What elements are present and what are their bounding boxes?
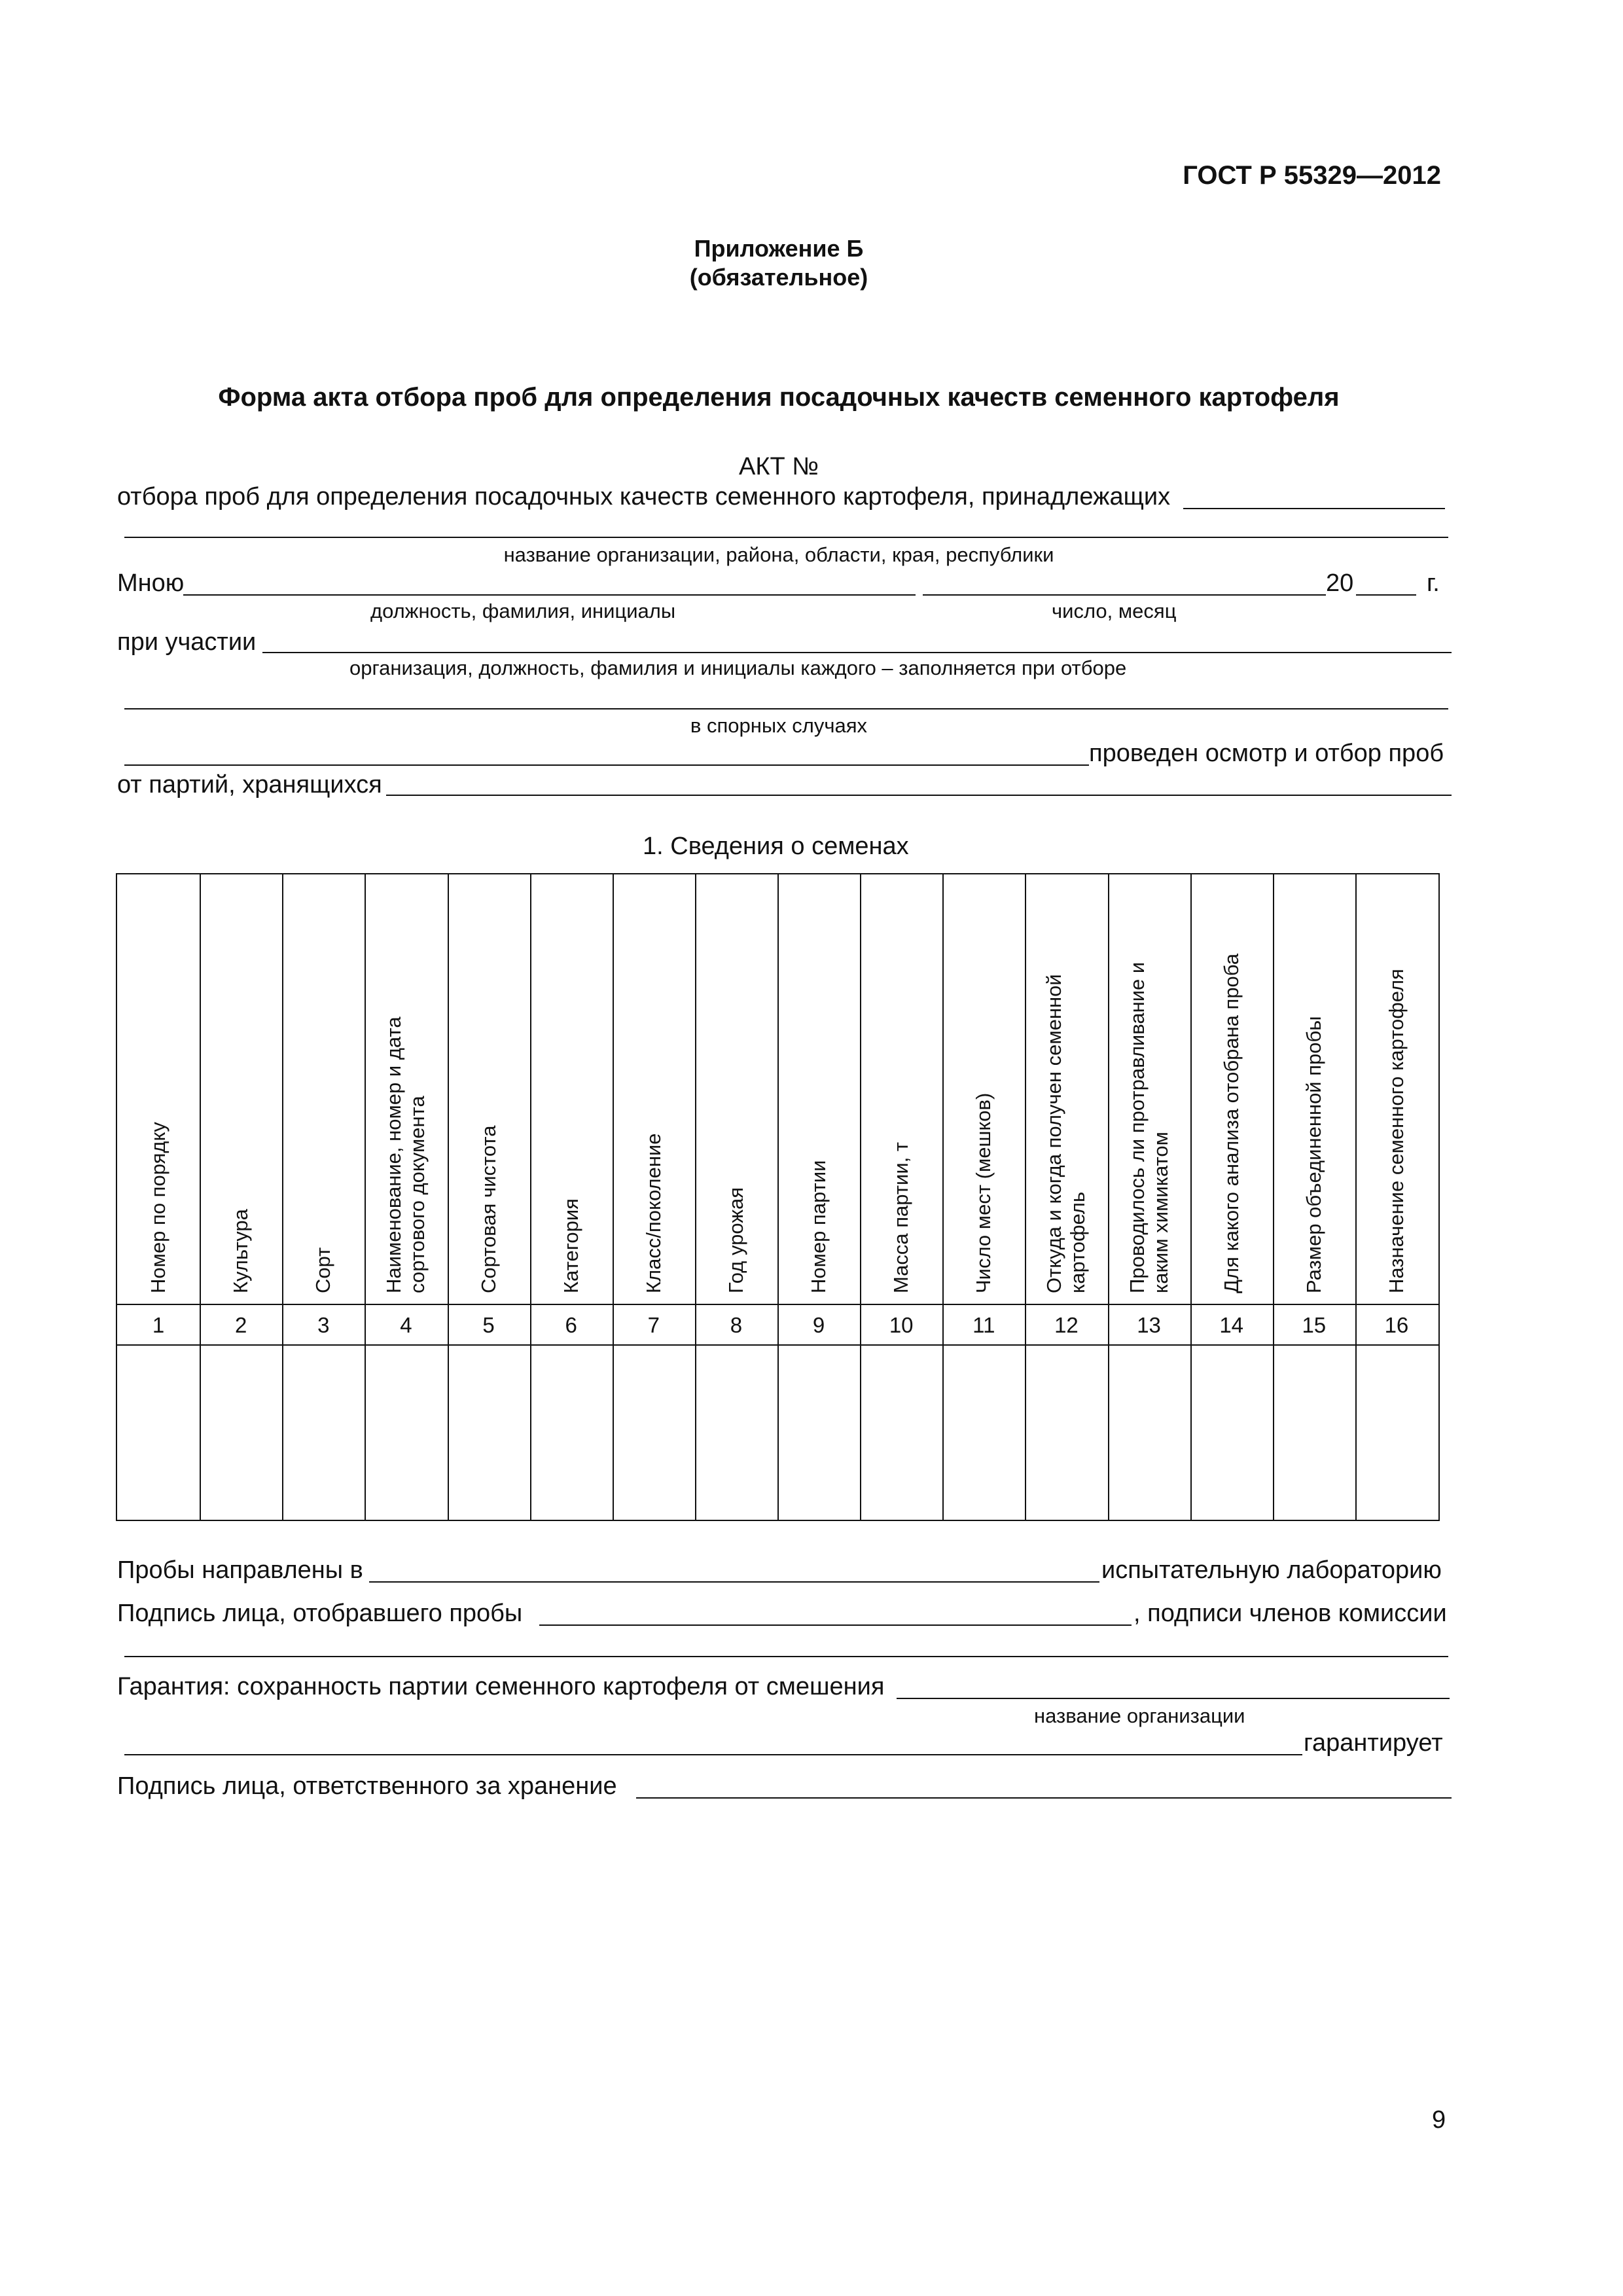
column-header <box>724 1187 748 1293</box>
column-header-line: Проводилось ли протравливание и <box>1125 961 1149 1293</box>
owner-line <box>1183 508 1445 509</box>
org-line <box>124 537 1448 538</box>
column-header-line: Откуда и когда получен семенной <box>1043 974 1066 1293</box>
column-header <box>1302 1016 1326 1293</box>
column-header <box>1043 974 1090 1293</box>
participants-line <box>262 652 1452 653</box>
form-title: Форма акта отбора проб для определения посадочных качеств семенного картофеля <box>218 383 1340 412</box>
by-label: Мною <box>117 569 185 597</box>
column-header <box>889 1142 913 1293</box>
column-divider <box>695 874 696 1520</box>
lab-text: испытательную лабораторию <box>1101 1556 1442 1584</box>
column-header-line: Наименование, номер и дата <box>382 1016 406 1293</box>
column-number: 13 <box>1137 1313 1161 1337</box>
column-header <box>1385 969 1408 1293</box>
column-divider <box>1190 874 1192 1520</box>
column-divider <box>365 874 366 1520</box>
column-header <box>382 1016 429 1293</box>
column-header-line: сортового документа <box>406 1096 429 1293</box>
column-header-line: Назначение семенного картофеля <box>1384 969 1408 1293</box>
column-header <box>642 1133 666 1293</box>
column-header <box>312 1247 335 1293</box>
appendix-status: (обязательное) <box>689 264 868 291</box>
column-header-line: Сортовая чистота <box>476 1125 500 1293</box>
column-number: 6 <box>565 1313 577 1337</box>
standard-code: ГОСТ Р 55329—2012 <box>1183 161 1441 190</box>
column-header-line: Класс/поколение <box>641 1133 665 1293</box>
column-header <box>477 1125 501 1293</box>
participation-label: при участии <box>117 628 257 656</box>
column-divider <box>200 874 201 1520</box>
page-number: 9 <box>1432 2106 1446 2134</box>
inspection-text: проведен осмотр и отбор проб <box>1089 740 1444 767</box>
column-number: 4 <box>400 1313 412 1337</box>
column-number: 1 <box>152 1313 165 1337</box>
column-divider <box>777 874 779 1520</box>
column-number: 14 <box>1219 1313 1244 1337</box>
column-number: 10 <box>889 1313 914 1337</box>
column-header-line: Размер объединенной пробы <box>1302 1016 1325 1293</box>
guarantee-label: Гарантия: сохранность партии семенного картофеля от смешения <box>117 1673 885 1700</box>
column-header-line: Культура <box>229 1209 253 1293</box>
column-number: 16 <box>1384 1313 1409 1337</box>
column-header <box>1220 954 1243 1293</box>
column-number: 12 <box>1054 1313 1079 1337</box>
column-header <box>147 1122 170 1293</box>
batches-label: от партий, хранящихся <box>117 771 382 798</box>
column-divider <box>1273 874 1274 1520</box>
column-header <box>807 1160 830 1293</box>
column-number: 8 <box>730 1313 743 1337</box>
column-header-line: Год урожая <box>724 1187 747 1293</box>
appendix-title: Приложение Б <box>694 235 864 262</box>
year-prefix: 20 <box>1326 569 1354 597</box>
column-header-line: Номер по порядку <box>147 1122 170 1293</box>
column-header-line: каким химикатом <box>1149 1132 1172 1293</box>
column-divider <box>530 874 531 1520</box>
column-header-line: Масса партии, т <box>889 1141 913 1293</box>
column-number: 5 <box>482 1313 495 1337</box>
column-header-line: Число мест (мешков) <box>972 1092 995 1293</box>
guarantee-line <box>897 1698 1450 1699</box>
column-header-line: Для какого анализа отобрана проба <box>1219 953 1243 1293</box>
year-suffix: г. <box>1427 569 1440 597</box>
column-header <box>1126 962 1173 1293</box>
column-header <box>560 1198 583 1293</box>
storage-place-line <box>386 795 1452 796</box>
column-divider <box>860 874 861 1520</box>
column-header-line: картофель <box>1066 1191 1090 1293</box>
caption-org: название организации, района, области, края, республики <box>503 543 1054 566</box>
caption-org-name: название организации <box>1034 1704 1245 1727</box>
storage-signature-line <box>636 1797 1452 1799</box>
year-line <box>1356 594 1416 596</box>
commission-text: , подписи членов комиссии <box>1133 1600 1447 1627</box>
sent-line <box>369 1581 1099 1583</box>
commission-line <box>124 1656 1448 1657</box>
caption-participants: организация, должность, фамилия и инициалы каждого – заполняется при отборе <box>349 656 1127 679</box>
caption-disputes: в спорных случаях <box>690 714 868 737</box>
storage-signature-label: Подпись лица, ответственного за хранение <box>117 1772 617 1800</box>
caption-position: должность, фамилия, инициалы <box>370 600 676 622</box>
participants-line-2 <box>124 708 1448 709</box>
seeds-table <box>116 873 1440 1521</box>
date-line <box>923 594 1326 596</box>
sent-label: Пробы направлены в <box>117 1556 363 1584</box>
column-divider <box>282 874 283 1520</box>
column-header-line: Категория <box>559 1198 582 1293</box>
column-number: 3 <box>317 1313 330 1337</box>
guarantees-text: гарантирует <box>1304 1729 1443 1757</box>
column-number: 7 <box>647 1313 660 1337</box>
column-header <box>972 1093 995 1293</box>
column-divider <box>1025 874 1026 1520</box>
caption-date: число, месяц <box>1052 600 1177 622</box>
position-line <box>183 594 916 596</box>
column-header-line: Сорт <box>312 1247 335 1293</box>
act-number-label: АКТ № <box>738 453 819 480</box>
column-number: 9 <box>812 1313 825 1337</box>
column-divider <box>1355 874 1357 1520</box>
column-divider <box>1108 874 1109 1520</box>
column-divider <box>448 874 449 1520</box>
sampler-signature-line <box>539 1624 1132 1626</box>
column-number: 2 <box>235 1313 247 1337</box>
column-number: 15 <box>1302 1313 1327 1337</box>
column-header <box>229 1209 253 1293</box>
disputes-line <box>124 764 1089 766</box>
column-divider <box>942 874 944 1520</box>
org-name-line <box>124 1754 1302 1755</box>
column-divider <box>613 874 614 1520</box>
column-header-line: Номер партии <box>807 1160 830 1293</box>
section-title: 1. Сведения о семенах <box>643 833 909 860</box>
sampler-signature-label: Подпись лица, отобравшего пробы <box>117 1600 523 1627</box>
column-number: 11 <box>972 1313 995 1337</box>
act-subtitle: отбора проб для определения посадочных качеств семенного картофеля, принадлежащих <box>117 483 1171 511</box>
